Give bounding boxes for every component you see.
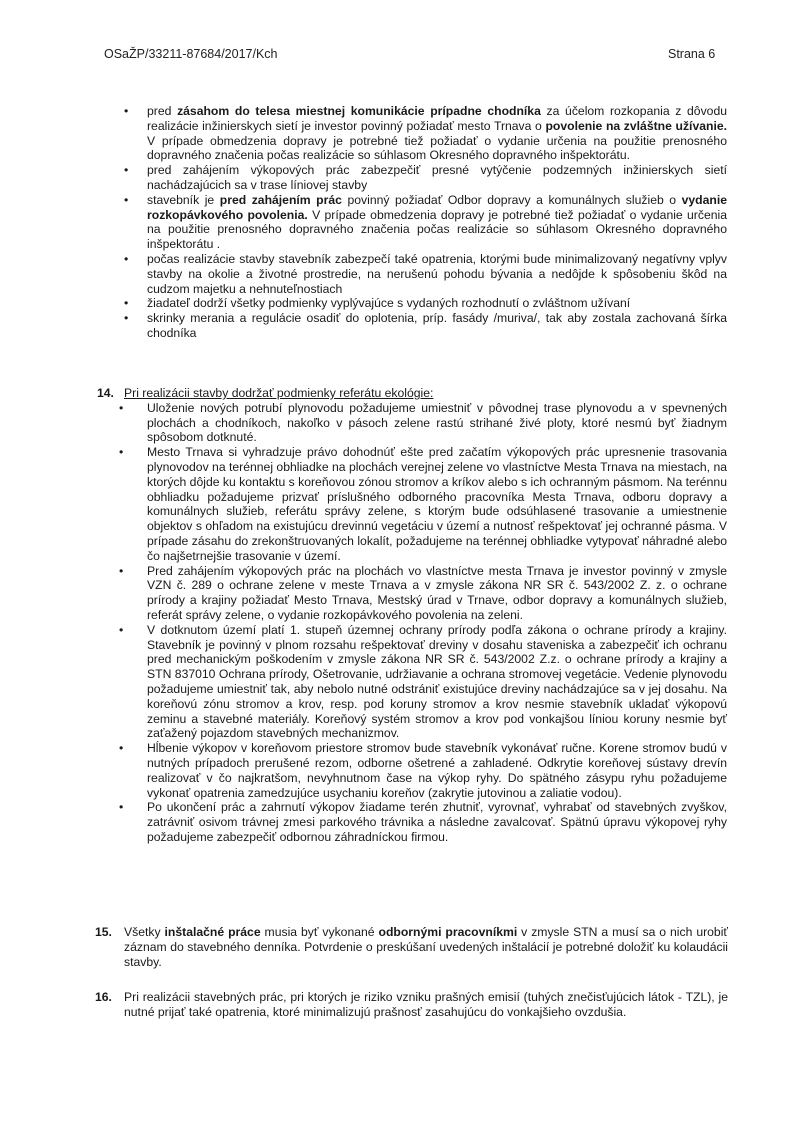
bullet-icon: • <box>119 400 124 415</box>
list-item: • V dotknutom území platí 1. stupeň územnej ochrany prírody podľa zákona o ochrane prírody a krajiny. Stavebník je povinný v plnom rozsahu rešpektovať dreviny v dosahu staveniska a zabezpečiť ich ochranu pred mechanickým poškodením v zmysle zákona NR SR č. 543/2002 Z.z. o ochrane prírody a krajiny a STN 837010 Ochrana prírody, Ošetrovanie, udržiavanie a ochrana stromovej vegetácie. Vedenie plynovodu požadujeme umiestniť tak, aby nebolo nutné odstrániť existujúce dreviny nachádzajúce sa v jej dosahu. Na koreňovú zónu stromov a krov, resp. pod koruny stromov a krov nesmie stavebník ukladať výkopovú zeminu a stavebné materiály. Koreňový systém stromov a krov pod vonkajšou líniou koruny nesmie byť zaťažený pojazdom stavebných mechanizmov. <box>119 622 727 741</box>
section-15-paragraph: 15. Všetky inštalačné práce musia byť vykonané odbornými pracovníkmi v zmysle STN a musí sa o nich urobiť záznam do stavebného denníka. Potvrdenie o preskúšaní uvedených inštalácií je potrebné doložiť ku kolaudácii stavby. <box>95 925 728 969</box>
section-number: 14. <box>97 386 114 400</box>
list-item: • pred zahájením výkopových prác zabezpečiť presné vytýčenie podzemných inžinierskych sietí nachádzajúcich sa v trase líniovej stavby <box>124 163 727 192</box>
list-item: • počas realizácie stavby stavebník zabezpečí také opatrenia, ktorými bude minimalizovaný negatívny vplyv stavby na okolie a životné prostredie, na nerušenú pohodu bývania a nedôjde k spôsobeniu škôd na cudzom majetku a nehnuteľnostiach <box>124 251 727 296</box>
bullet-icon: • <box>124 296 129 311</box>
bullet-icon: • <box>124 192 129 207</box>
bullet-icon: • <box>119 563 124 578</box>
bullet-icon: • <box>124 251 129 266</box>
bullet-icon: • <box>124 163 129 178</box>
list-item: • Hĺbenie výkopov v koreňovom priestore stromov bude stavebník vykonávať ručne. Korene stromov budú v nutných prípadoch prerušené rezom, odborne ošetrené a zahladené. Odkrytie koreňovej sústavy drevín realizovať v čo najkratšom, nevyhnutnom čase na výkop ryhy. Do spätného zásypu ryhu požadujeme vykonať opatrenia zamedzujúce usychaniu koreňov (zakrytie jutovinou a zaliatie vodou). <box>119 741 727 800</box>
list-item: • pred zásahom do telesa miestnej komunikácie prípadne chodníka za účelom rozkopania z dôvodu realizácie inžinierskych sietí je investor povinný požiadať mesto Trnava o povolenie na zvláštne užívanie. V prípade obmedzenia dopravy je potrebné tiež požiadať o vydanie určenia na použitie prenosného dopravného značenia počas realizácie so súhlasom Okresného dopravného inšpektorátu. <box>124 104 728 163</box>
conditions-list <box>0 104 799 341</box>
bullet-icon: • <box>119 622 124 637</box>
bullet-icon: • <box>119 800 124 815</box>
page-number: Strana 6 <box>668 47 716 61</box>
section-16 <box>0 990 799 1020</box>
list-item: • Uloženie nových potrubí plynovodu požadujeme umiestniť v pôvodnej trase plynovodu a v spevnených plochách a chodníkoch, nakoľko v pásoch zelene rastú strihané živé ploty, ktoré nesmú byť žiadnym spôsobom dotknuté. <box>119 400 727 445</box>
document-reference: OSaŽP/33211-87684/2017/Kch <box>104 47 278 61</box>
section-14 <box>0 386 799 845</box>
list-item: • stavebník je pred zahájením prác povinný požiadať Odbor dopravy a komunálnych služieb o vydanie rozkopávkového povolenia. V prípade obmedzenia dopravy je potrebné tiež požiadať o vydanie určenia na použitie prenosného dopravného značenia počas realizácie so súhlasom Okresného dopravného inšpektorátu . <box>124 192 727 252</box>
section-14-heading <box>0 386 799 401</box>
list-item: • žiadateľ dodrží všetky podmienky vyplývajúce s vydaných rozhodnutí o zvláštnom užívaní <box>124 296 631 311</box>
section-number: 16. <box>95 990 112 1004</box>
bullet-icon: • <box>119 741 124 756</box>
section-title: Pri realizácii stavby dodržať podmienky referátu ekológie: <box>124 386 434 400</box>
section-16-paragraph: 16. Pri realizácii stavebných prác, pri ktorých je riziko vzniku prašných emisií (tuhých znečisťujúcich látok - TZL), je nutné prijať také opatrenia, ktoré minimalizujú prašnosť zasahujúcu do vonkajšieho ovzdušia. <box>95 990 728 1019</box>
list-item: • skrinky merania a regulácie osadiť do oplotenia, príp. fasády /muriva/, tak aby zostala zachovaná šírka chodníka <box>124 311 727 340</box>
list-item: • Po ukončení prác a zahrnutí výkopov žiadame terén zhutniť, vyrovnať, vyhrabať od stavebných zvyškov, zatrávniť osivom trávnej zmesi parkového trávnika a následne zavalcovať. Spätnú úpravu výkopovej ryhy požadujeme zabezpečiť odbornou záhradníckou firmou. <box>119 800 727 844</box>
section-15 <box>0 925 799 969</box>
bullet-icon: • <box>124 104 129 118</box>
bullet-icon: • <box>124 311 129 326</box>
list-item: • Pred zahájením výkopových prác na plochách vo vlastníctve mesta Trnava je investor povinný v zmysle VZN č. 289 o ochrane zelene v meste Trnava a v zmysle zákona NR SR č. 543/2002 Z. z. o ochrane prírody a krajiny požiadať Mesto Trnava, Mestský úrad v Trnave, odbor dopravy a komunálnych služieb, referát správy zelene, o vydanie rozkopávkového povolenia na zeleni. <box>119 563 727 622</box>
section-number: 15. <box>95 925 112 939</box>
bullet-icon: • <box>119 445 124 460</box>
list-item: • Mesto Trnava si vyhradzuje právo dohodnúť ešte pred začatím výkopových prác upresnenie trasovania plynovodov na terénnej obhliadke na plochách verejnej zelene vo vlastníctve Mesta Trnava na miestach, na ktorých dôjde ku kontaktu s koreňovou zónou stromov a kríkov alebo s ich ochranným pásmom. Na terénnu obhliadku požadujeme prizvať príslušného odborného pracovníka Mesta Trnava, odboru dopravy a komunálnych služieb, referátu správy zelene, s ktorým bude odsúhlasené trasovanie a umiestnenie objektov s ohľadom na existujúcu drevinnú vegetáciu v území a nutnosť rešpektovať jej ochranné pásma. V prípade zásahu do zrekonštruovaných lokalít, požadujeme na terénnej obhliadke vytypovať náhradné alebo čo najšetrnejšie trasovanie v území. <box>119 445 727 563</box>
